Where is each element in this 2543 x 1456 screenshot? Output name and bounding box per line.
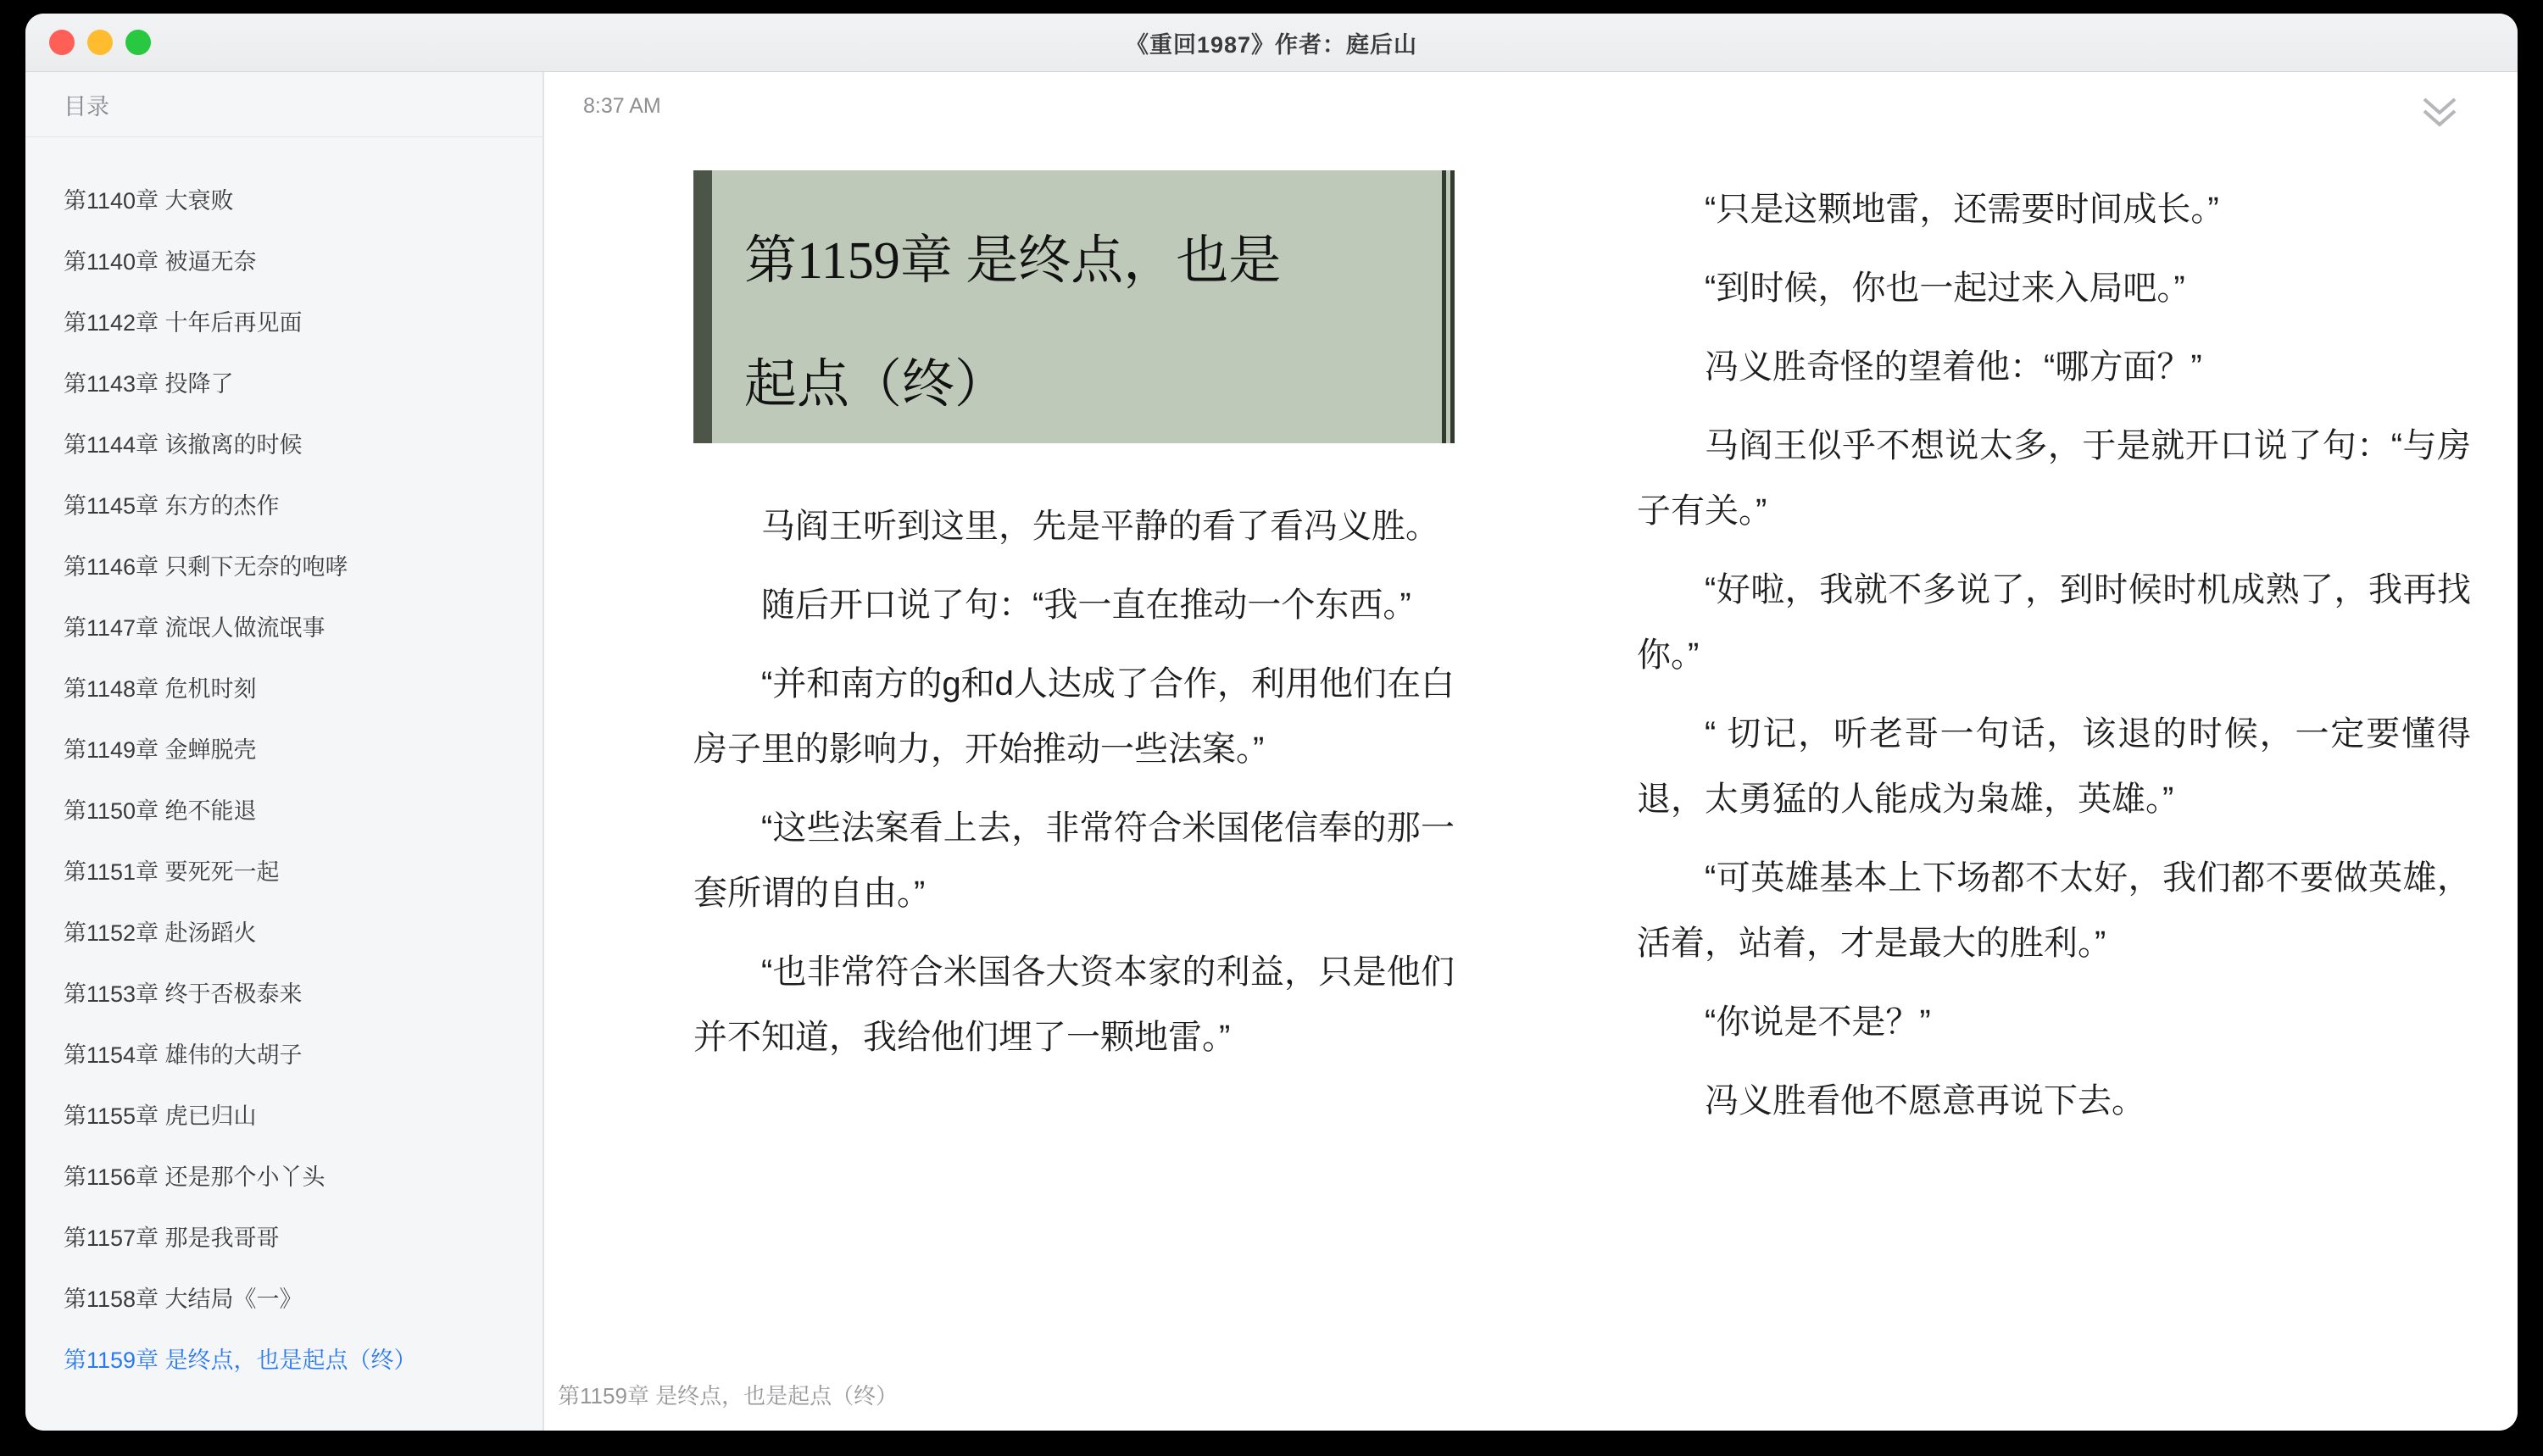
chapter-item[interactable]: 第1140章 被逼无奈 xyxy=(64,248,257,275)
window-body xyxy=(25,72,2518,1431)
chapter-item[interactable]: 第1157章 那是我哥哥 xyxy=(64,1225,280,1251)
traffic-lights xyxy=(49,14,151,71)
paragraph: “可英雄基本上下场都不太好，我们都不要做英雄，活着，站着，才是最大的胜利。” xyxy=(1637,859,2471,962)
zoom-button[interactable] xyxy=(125,30,151,55)
paragraph: “到时候，你也一起过来入局吧。” xyxy=(1705,270,2185,307)
chapter-item[interactable]: 第1153章 终于否极泰来 xyxy=(64,981,303,1007)
window-title: 《重回1987》作者：庭后山 xyxy=(1125,31,1418,58)
chapter-item[interactable]: 第1155章 虎已归山 xyxy=(64,1103,257,1129)
reading-pane xyxy=(544,72,2518,1431)
chapter-item[interactable]: 第1151章 要死死一起 xyxy=(64,859,280,885)
paragraph: 冯义胜奇怪的望着他：“哪方面？” xyxy=(1705,348,2202,386)
chapter-item[interactable]: 第1147章 流氓人做流氓事 xyxy=(64,614,326,641)
chapter-item[interactable]: 第1154章 雄伟的大胡子 xyxy=(64,1042,303,1068)
close-button[interactable] xyxy=(49,30,75,55)
ebook-reader-window xyxy=(25,14,2518,1431)
paragraph: 马阎王似乎不想说太多，于是就开口说了句：“与房子有关。” xyxy=(1637,427,2471,530)
column-gap xyxy=(1455,170,1637,1148)
paragraph: 随后开口说了句：“我一直在推动一个东西。” xyxy=(761,586,1411,624)
chapter-item[interactable]: 第1148章 危机时刻 xyxy=(64,675,257,702)
title-bar xyxy=(25,14,2518,72)
reading-columns xyxy=(693,170,2471,1148)
paragraph: “你说是不是？” xyxy=(1705,1003,1931,1041)
chevron-double-down-icon[interactable] xyxy=(2418,94,2462,135)
chapter-item[interactable]: 第1152章 赴汤蹈火 xyxy=(64,920,257,946)
chapter-item[interactable]: 第1145章 东方的杰作 xyxy=(64,492,280,519)
paragraph: “只是这颗地雷，还需要时间成长。” xyxy=(1705,191,2219,228)
paragraph: 冯义胜看他不愿意再说下去。 xyxy=(1705,1082,2145,1120)
chapter-footer-label: 第1159章 是终点，也是起点（终） xyxy=(558,1383,899,1409)
chapter-item[interactable]: 第1158章 大结局《一》 xyxy=(64,1286,303,1312)
chapter-item[interactable]: 第1143章 投降了 xyxy=(64,370,234,397)
reading-timestamp: 8:37 AM xyxy=(583,94,661,118)
chapter-item[interactable]: 第1156章 还是那个小丫头 xyxy=(64,1164,326,1190)
chapter-heading-line: 起点（终） xyxy=(744,356,1008,414)
toc-header xyxy=(25,72,543,137)
chapter-item[interactable]: 第1142章 十年后再见面 xyxy=(64,309,303,336)
chapter-list[interactable] xyxy=(25,137,543,1431)
chapter-item[interactable]: 第1150章 绝不能退 xyxy=(64,797,257,824)
paragraph: “这些法案看上去，非常符合米国佬信奉的那一套所谓的自由。” xyxy=(693,809,1455,912)
paragraph: “并和南方的g和d人达成了合作，利用他们在白房子里的影响力，开始推动一些法案。” xyxy=(693,665,1455,768)
chapter-item[interactable]: 第1140章 大衰败 xyxy=(64,187,234,214)
toc-sidebar xyxy=(25,72,544,1431)
minimize-button[interactable] xyxy=(87,30,113,55)
text-column-right xyxy=(1637,170,2471,1148)
chapter-item-current[interactable]: 第1159章 是终点，也是起点（终） xyxy=(64,1347,417,1373)
paragraph: “也非常符合米国各大资本家的利益，只是他们并不知道，我给他们埋了一颗地雷。” xyxy=(693,953,1455,1056)
toc-header-label: 目录 xyxy=(64,93,109,119)
chapter-item[interactable]: 第1144章 该撤离的时候 xyxy=(64,431,303,458)
text-column-left xyxy=(693,170,1455,1148)
chapter-item[interactable]: 第1146章 只剩下无奈的咆哮 xyxy=(64,553,348,580)
chapter-heading-banner xyxy=(693,170,1455,443)
paragraph: “好啦，我就不多说了，到时候时机成熟了，我再找你。” xyxy=(1637,571,2471,674)
paragraph: 马阎王听到这里，先是平静的看了看冯义胜。 xyxy=(761,508,1439,545)
chapter-item[interactable]: 第1149章 金蝉脱壳 xyxy=(64,736,257,763)
paragraph: “ 切记，听老哥一句话，该退的时候，一定要懂得退，太勇猛的人能成为枭雄，英雄。” xyxy=(1637,715,2471,818)
chapter-heading-line: 第1159章 是终点，也是 xyxy=(744,232,1282,290)
